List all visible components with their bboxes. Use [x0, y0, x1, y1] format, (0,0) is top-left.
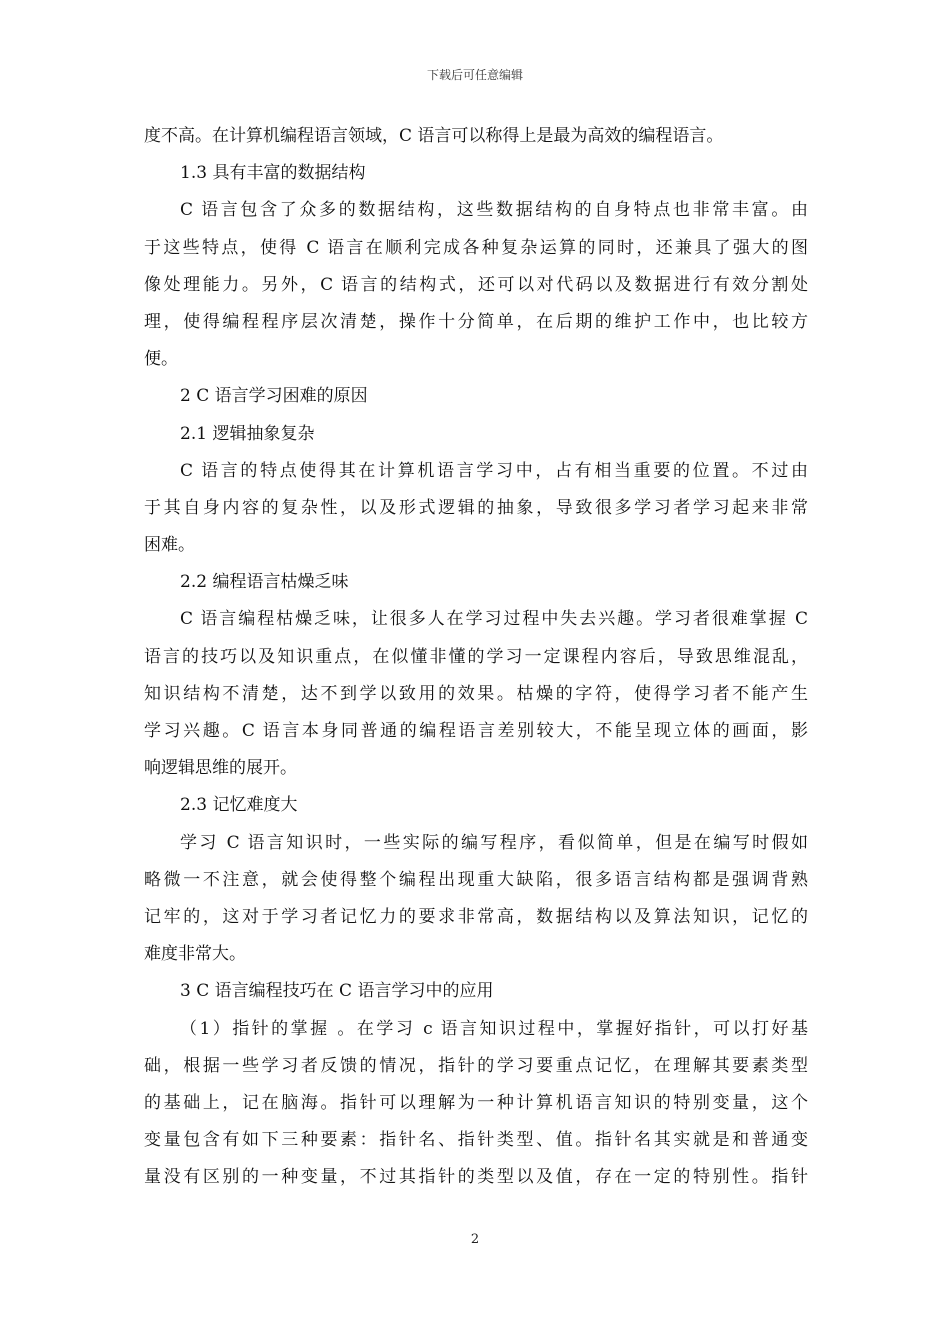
text-line: 度不高。在计算机编程语言领域，C 语言可以称得上是最为高效的编程语言。 [144, 126, 724, 146]
text-line: 记牢的，这对于学习者记忆力的要求非常高，数据结构以及算法知识，记忆的 [144, 906, 808, 927]
text-line: 响逻辑思维的展开。 [144, 758, 297, 779]
text-line: 础，根据一些学习者反馈的情况，指针的学习要重点记忆，在理解其要素类型 [144, 1055, 808, 1076]
text-line: C 语言包含了众多的数据结构，这些数据结构的自身特点也非常丰富。由 [180, 200, 808, 221]
text-line: C 语言的特点使得其在计算机语言学习中，占有相当重要的位置。不过由 [180, 460, 808, 481]
text-line: 像处理能力。另外，C 语言的结构式，还可以对代码以及数据进行有效分割处 [144, 274, 808, 295]
text-line: 于其自身内容的复杂性，以及形式逻辑的抽象，导致很多学习者学习起来非常 [144, 497, 808, 518]
text-line: 难度非常大。 [144, 944, 246, 965]
text-line: 语言的技巧以及知识重点，在似懂非懂的学习一定课程内容后，导致思维混乱， [144, 646, 808, 667]
text-line: C 语言编程枯燥乏味，让很多人在学习过程中失去兴趣。学习者很难掌握 C [180, 609, 808, 630]
text-line: 3 C 语言编程技巧在 C 语言学习中的应用 [180, 981, 494, 1002]
text-line: 知识结构不清楚，达不到学以致用的效果。枯燥的字符，使得学习者不能产生 [144, 683, 808, 704]
text-line: 变量包含有如下三种要素：指针名、指针类型、值。指针名其实就是和普通变 [144, 1130, 808, 1151]
text-line: 便。 [144, 349, 178, 370]
page-number: 2 [470, 1232, 480, 1247]
text-line: 2.2 编程语言枯燥乏味 [180, 572, 349, 593]
text-line: （1）指针的掌握 。在学习 c 语言知识过程中，掌握好指针，可以打好基 [180, 1018, 808, 1039]
text-line: 学习 C 语言知识时，一些实际的编写程序，看似简单，但是在编写时假如 [180, 832, 808, 853]
text-line: 学习兴趣。C 语言本身同普通的编程语言差别较大，不能呈现立体的画面，影 [144, 721, 808, 741]
text-line: 2 C 语言学习困难的原因 [180, 386, 368, 407]
text-line: 量没有区别的一种变量，不过其指针的类型以及值，存在一定的特别性。指针 [144, 1167, 808, 1188]
document-body [144, 118, 808, 1196]
text-line: 2.1 逻辑抽象复杂 [180, 423, 315, 444]
text-line: 困难。 [144, 535, 195, 556]
text-line: 2.3 记忆难度大 [180, 795, 298, 816]
text-line: 于这些特点，使得 C 语言在顺利完成各种复杂运算的同时，还兼具了强大的图 [144, 237, 808, 258]
text-line: 1.3 具有丰富的数据结构 [180, 163, 366, 184]
page-header: 下载后可任意编辑 [426, 68, 523, 82]
text-line: 理，使得编程程序层次清楚，操作十分简单，在后期的维护工作中，也比较方 [144, 311, 808, 332]
text-line: 的基础上，记在脑海。指针可以理解为一种计算机语言知识的特别变量，这个 [144, 1092, 808, 1113]
text-line: 略微一不注意，就会使得整个编程出现重大缺陷，很多语言结构都是强调背熟 [144, 869, 808, 890]
